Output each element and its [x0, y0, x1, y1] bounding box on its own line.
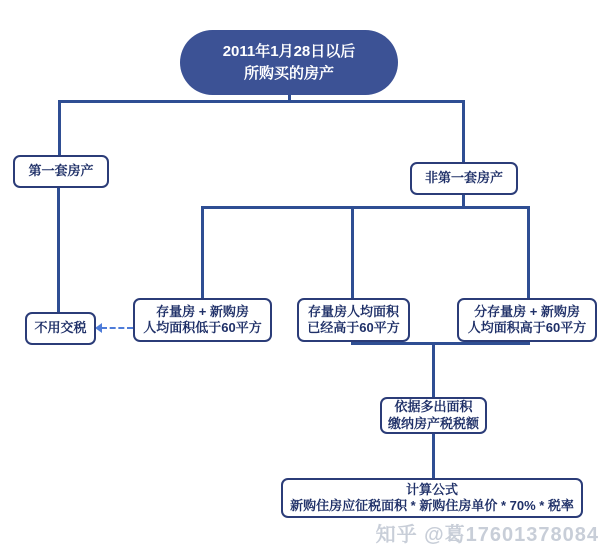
- node-pay-tax-line2: 缴纳房产税税额: [387, 415, 479, 431]
- connector-to-non-first-property: [462, 100, 465, 164]
- connector-to-first-property: [58, 100, 61, 157]
- connector-to-case-existing: [351, 206, 354, 299]
- connector-to-paytax: [432, 343, 435, 398]
- node-no-tax-label: 不用交税: [34, 320, 87, 336]
- node-case-existing-above-60-line2: 已经高于60平方: [307, 320, 400, 335]
- connector-first-to-notax: [57, 186, 60, 313]
- node-case-below-60: [133, 298, 272, 342]
- connector-to-case-combined: [527, 206, 530, 299]
- node-case-combined-above-60-line1: 分存量房 + 新购房: [474, 303, 580, 319]
- node-no-tax: [25, 312, 96, 345]
- node-non-first-property-label: 非第一套房产: [424, 170, 503, 186]
- node-pay-tax: [380, 397, 487, 434]
- arrow-left-icon: [95, 323, 102, 333]
- node-first-property: [13, 155, 109, 188]
- node-first-property-label: 第一套房产: [28, 163, 94, 179]
- connector-top-hbar: [58, 100, 465, 103]
- node-formula-title: 计算公式: [405, 481, 458, 497]
- node-pay-tax-line1: 依据多出面积: [394, 399, 473, 415]
- node-case-combined-above-60-line2: 人均面积高于60平方: [467, 320, 587, 335]
- node-root: [180, 30, 398, 95]
- connector-to-case-below60: [201, 206, 204, 299]
- node-case-combined-above-60: [457, 298, 597, 342]
- node-case-existing-above-60-line1: 存量房人均面积: [307, 303, 399, 319]
- node-formula: [281, 478, 583, 518]
- node-non-first-property: [410, 162, 518, 195]
- node-formula-body: 新购住房应征税面积 * 新购住房单价 * 70% * 税率: [290, 498, 574, 513]
- node-case-below-60-line1: 存量房 + 新购房: [156, 303, 249, 319]
- node-root-line1: 2011年1月28日以后: [222, 42, 356, 60]
- connector-bottom-hbar: [351, 342, 530, 345]
- node-case-existing-above-60: [297, 298, 410, 342]
- watermark-text: 知乎 @葛17601378084: [375, 524, 599, 546]
- node-case-below-60-line2: 人均面积低于60平方: [143, 320, 262, 335]
- node-root-line2: 所购买的房产: [243, 64, 334, 82]
- connector-to-formula: [432, 433, 435, 479]
- connector-mid-hbar: [201, 206, 530, 209]
- dashed-connector: [101, 327, 133, 329]
